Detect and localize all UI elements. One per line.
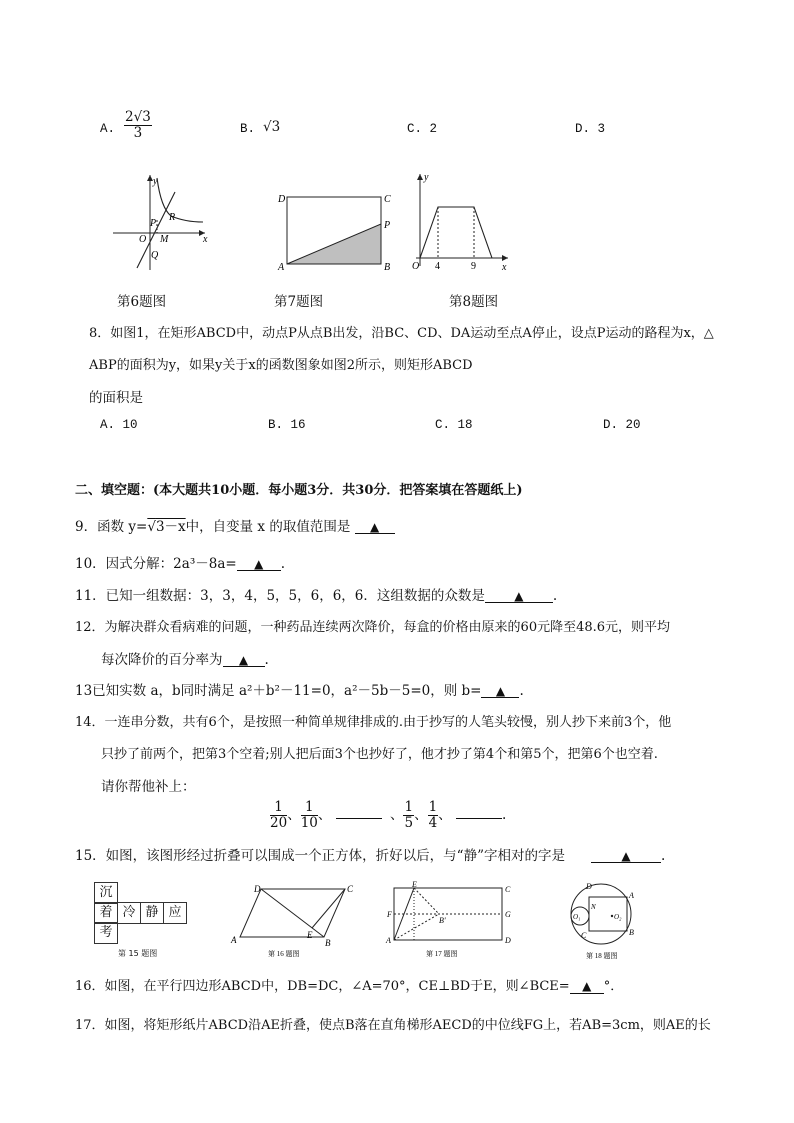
q12-line2-post: .	[264, 652, 269, 668]
q13-pre: 13已知实数 a，b同时满足 a²＋b²－11=0，a²－5b－5=0，则 b=	[75, 683, 482, 699]
q12-line2-pre: 每次降价的百分率为	[101, 652, 223, 668]
q14-blank-6[interactable]	[456, 804, 502, 819]
section-2-heading: 二、填空题：(本大题共10小题．每小题3分．共30分．把答案填在答题纸上)	[75, 483, 523, 498]
fig8-caption: 第8题图	[449, 294, 499, 310]
fig16-c-label: C	[347, 884, 354, 894]
fig18-b-label: B	[629, 928, 634, 937]
q7-option-b-label: B.	[240, 122, 256, 136]
figure-18	[556, 876, 656, 962]
q16	[75, 975, 623, 994]
q11-answer-blank[interactable]: ▲	[485, 588, 553, 603]
fig18-c-label: C	[581, 931, 587, 940]
q7-option-a-fraction	[124, 110, 152, 141]
fig18-caption: 第 18 题图	[586, 952, 618, 960]
q9-post: 中，自变量 x 的取值范围是	[185, 519, 351, 535]
fig7-b-label: B	[384, 262, 391, 273]
q9-radicand: √3－x	[147, 519, 186, 535]
q8-line1: 8．如图1，在矩形ABCD中，动点P从点B出发，沿BC、CD、DA运动至点A停止，设点P运动的路程为x，△	[89, 326, 714, 341]
q7-option-d: D. 3	[575, 122, 606, 136]
fig6-q-label: Q	[151, 250, 159, 261]
fig17-a-label: A	[386, 936, 391, 945]
q16-post: °．	[603, 979, 624, 994]
fig7-a-label: A	[278, 262, 285, 273]
net-cell-4: 静	[140, 902, 164, 924]
fig7-p-label: P	[384, 220, 391, 231]
fig16-a-label: A	[231, 935, 237, 945]
fig8-tick-4: 4	[435, 261, 440, 272]
fig16-caption: 第 16 题图	[268, 950, 300, 958]
q8-option-d: D. 20	[603, 418, 641, 432]
fig18-o1-label: O₁	[573, 913, 581, 921]
fig18-a-label: A	[629, 891, 634, 900]
figure-6	[105, 170, 215, 275]
q7-option-a-label: A.	[100, 122, 116, 136]
fig18-n-label: N	[591, 903, 596, 911]
q13-post: .	[519, 683, 524, 699]
fig8-tick-9: 9	[471, 261, 476, 272]
q10-post: .	[280, 556, 285, 572]
fig15-caption: 第 15 题图	[118, 949, 158, 958]
net-cell-6: 考	[94, 922, 118, 944]
fig7-d-label: D	[278, 194, 286, 205]
q15	[75, 844, 665, 864]
fig18-d-label: D	[586, 882, 592, 891]
q12-answer-blank[interactable]: ▲	[223, 652, 265, 667]
q8-option-a: A. 10	[100, 418, 138, 432]
fig18-o2-label: O₂	[614, 913, 622, 921]
q10	[75, 552, 285, 572]
q14-line1: 14．一连串分数，共有6个，是按照一种简单规律排成的.由于抄写的人笔头较慢，别人抄下来前3个，他	[75, 715, 672, 730]
q15-pre: 15．如图，该图形经过折叠可以围成一个正方体，折好以后，与“静”字相对的字是	[75, 848, 565, 864]
fig6-o-label: O	[139, 234, 147, 245]
fig6-y-label: y	[153, 176, 158, 187]
fig16-e-label: E	[307, 930, 313, 940]
q7-option-c: C. 2	[407, 122, 438, 136]
fig16-d-label: D	[254, 884, 261, 894]
fig6-m-label: M	[160, 234, 169, 245]
net-cell-5: 应	[163, 902, 187, 924]
figure-16	[228, 880, 358, 960]
fig17-b-label: B'	[439, 916, 446, 925]
fig6-x-label: x	[203, 234, 208, 245]
q9	[75, 515, 395, 535]
net-cell-1: 沉	[94, 882, 118, 904]
q16-pre: 16．如图，在平行四边形ABCD中，DB=DC，∠A=70°，CE⊥BD于E，则∠BCE=	[75, 979, 570, 994]
q17-line1: 17．如图，将矩形纸片ABCD沿AE折叠，使点B落在直角梯形AECD的中位线FG上，若AB=3cm，则AE的长	[75, 1018, 711, 1033]
net-cell-2: 着	[94, 902, 118, 924]
fig17-g-label: G	[505, 910, 511, 919]
fig6-caption: 第6题图	[117, 294, 167, 310]
q11-post: .	[552, 588, 558, 604]
fig7-caption: 第7题图	[274, 294, 324, 310]
q14-blank-3[interactable]	[336, 804, 382, 819]
q10-answer-blank[interactable]: ▲	[237, 556, 281, 571]
q8-line2: ABP的面积为y，如果y关于x的函数图象如图2所示，则矩形ABCD	[89, 358, 473, 373]
q12-line2	[101, 648, 269, 668]
q8-option-b: B. 16	[268, 418, 306, 432]
fig17-c-label: C	[505, 885, 511, 894]
q13-answer-blank[interactable]: ▲	[481, 683, 519, 698]
q7-a-denominator: 3	[133, 125, 143, 141]
fig6-r-label: R	[169, 212, 176, 223]
q12-line1: 12．为解决群众看病难的问题，一种药品连续两次降价，每盒的价格由原来的60元降至48.6元，则平均	[75, 620, 671, 635]
fig8-x-label: x	[502, 262, 507, 273]
fig8-o-label: O	[412, 261, 420, 272]
fig16-b-label: B	[325, 938, 331, 948]
q14-fraction-row: $\frac{1}{20}$ 、 $\frac{1}{10}$ 、 、 $\frac{1}{5}$ 、 $\frac{1}{4}$ 、 .	[270, 799, 507, 831]
q11-pre: 11．已知一组数据：3，3，4，5，5，6，6，6．这组数据的众数是	[75, 588, 485, 604]
fig7-c-label: C	[384, 194, 391, 205]
fig17-caption: 第 17 题图	[426, 950, 458, 958]
q14-line3: 请你帮他补上：	[101, 779, 196, 795]
q15-answer-blank[interactable]: ▲	[591, 848, 661, 863]
fig17-f-label: F	[387, 910, 392, 919]
q16-answer-blank[interactable]: ▲	[570, 979, 604, 994]
q7-option-b-value: √3	[263, 119, 281, 135]
q9-pre: 9．函数 y=	[75, 519, 148, 535]
figure-7	[276, 188, 394, 273]
q13	[75, 679, 524, 699]
fig17-d-label: D	[505, 936, 511, 945]
q10-pre: 10．因式分解：2a³－8a=	[75, 556, 237, 572]
fig6-p-label: P	[150, 218, 157, 229]
q14-line2: 只抄了前两个，把第3个空着;别人把后面3个也抄好了，他才抄了第4个和第5个，把第6个也空着.	[101, 747, 658, 762]
net-cell-3: 冷	[117, 902, 141, 924]
figure-17	[384, 880, 519, 960]
q8-line3: 的面积是	[89, 390, 143, 406]
q15-post: .	[660, 848, 666, 864]
fig8-y-label: y	[424, 172, 429, 183]
q7-a-numerator: 2√3	[125, 109, 151, 125]
figure-15	[94, 882, 194, 962]
figure-8	[400, 170, 515, 275]
q8-option-c: C. 18	[435, 418, 473, 432]
fig17-e-label: E	[412, 880, 417, 889]
q9-answer-blank[interactable]: ▲	[355, 519, 395, 534]
q11	[75, 584, 557, 604]
